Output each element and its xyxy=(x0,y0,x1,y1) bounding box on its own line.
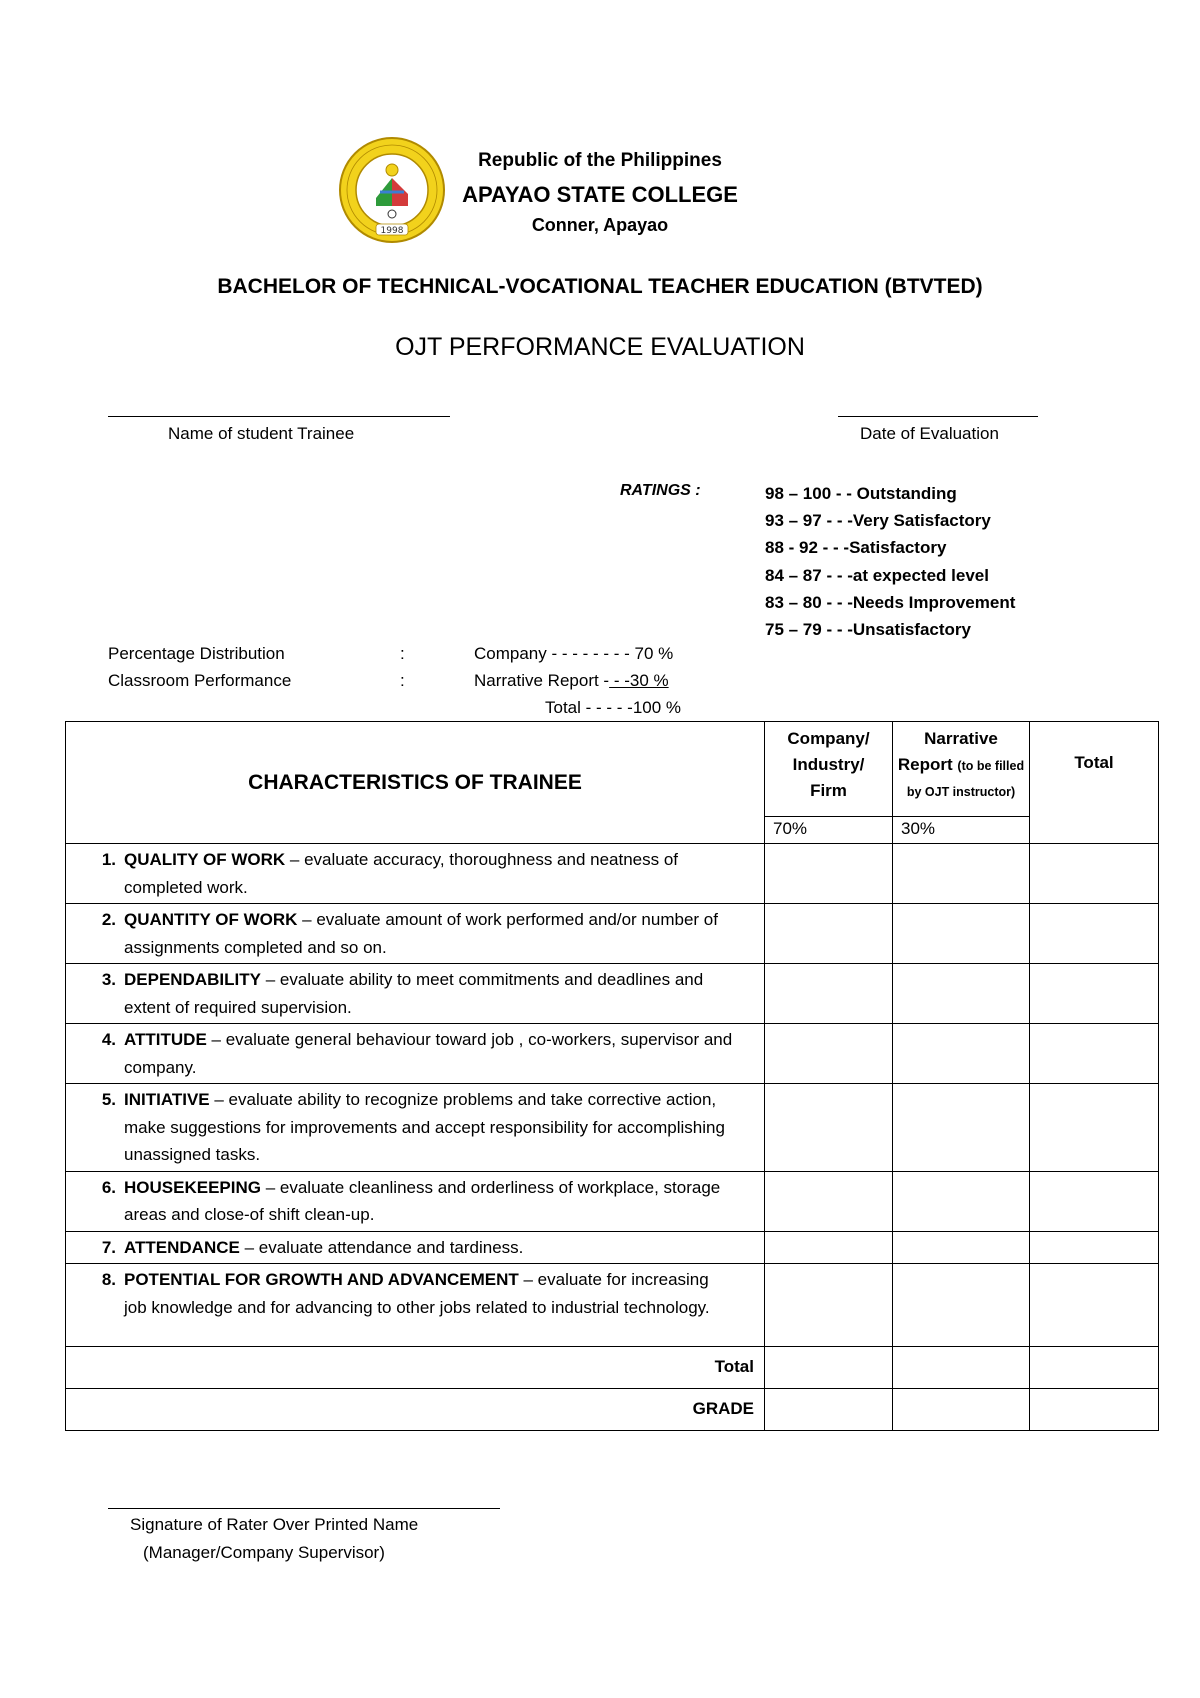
total-score-cell[interactable] xyxy=(1030,1171,1159,1231)
total-score-cell[interactable] xyxy=(1030,1084,1159,1172)
criterion-cell xyxy=(66,1231,765,1264)
company-grade-cell[interactable] xyxy=(765,1389,893,1431)
criterion-title: HOUSEKEEPING xyxy=(124,1177,261,1197)
distribution-colon: : xyxy=(400,644,405,663)
college-name: APAYAO STATE COLLEGE xyxy=(462,182,738,207)
classroom-performance-label: Classroom Performance xyxy=(108,671,292,690)
company-header-line: Firm xyxy=(810,781,847,800)
narrative-score-cell[interactable] xyxy=(893,1231,1030,1264)
total-score-cell[interactable] xyxy=(1030,1264,1159,1347)
signature-label: Signature of Rater Over Printed Name xyxy=(130,1515,419,1534)
criterion-title: INITIATIVE xyxy=(124,1090,210,1109)
rating-item: 75 – 79 - - -Unsatisfactory xyxy=(765,620,971,640)
republic-heading: Republic of the Philippines xyxy=(478,150,722,171)
criterion-number: 6. xyxy=(101,1177,116,1197)
narrative-percentage xyxy=(474,671,669,691)
criterion-description: – evaluate for increasing job knowledge and for advancing to other jobs related to industrial technology. xyxy=(124,1270,710,1317)
student-name-line[interactable] xyxy=(108,416,450,417)
criterion-title: POTENTIAL FOR GROWTH AND ADVANCEMENT xyxy=(124,1270,519,1289)
criterion-number: 7. xyxy=(101,1237,116,1257)
narrative-score-cell[interactable] xyxy=(893,964,1030,1024)
total-score-cell[interactable] xyxy=(1030,904,1159,964)
table-row xyxy=(66,844,1159,904)
date-label: Date of Evaluation xyxy=(860,424,999,443)
program-title: BACHELOR OF TECHNICAL-VOCATIONAL TEACHER EDUCATION (BTVTED) xyxy=(217,275,983,298)
college-location: Conner, Apayao xyxy=(531,215,669,235)
criterion-number: 4. xyxy=(101,1030,116,1049)
criterion-cell xyxy=(66,1084,765,1172)
criterion-description: – evaluate attendance and tardiness. xyxy=(239,1237,524,1257)
total-score-cell[interactable] xyxy=(1030,1231,1159,1264)
narrative-score-cell[interactable] xyxy=(893,1024,1030,1084)
total-column-header: Total xyxy=(1030,722,1159,844)
criterion-number: 8. xyxy=(101,1270,116,1289)
company-header-line: Company/ xyxy=(787,729,870,748)
criterion-title: QUANTITY OF WORK xyxy=(124,910,298,929)
narrative-score-cell[interactable] xyxy=(893,1171,1030,1231)
criterion-description: – evaluate accuracy, thoroughness and neatness of completed work. xyxy=(124,850,679,897)
criterion-cell xyxy=(66,964,765,1024)
narrative-header-report: Report xyxy=(897,755,953,774)
distribution-colon: : xyxy=(400,671,405,690)
total-row-label: Total xyxy=(66,1347,765,1389)
criterion-number: 2. xyxy=(101,910,116,929)
rating-item: 93 – 97 - - -Very Satisfactory xyxy=(765,511,991,531)
criterion-description: – evaluate general behaviour toward job , co-workers, supervisor and company. xyxy=(124,1030,733,1077)
table-row xyxy=(66,1171,1159,1231)
narrative-score-cell[interactable] xyxy=(893,844,1030,904)
rating-item: 84 – 87 - - -at expected level xyxy=(765,565,989,585)
table-row xyxy=(66,1231,1159,1264)
characteristics-header: CHARACTERISTICS OF TRAINEE xyxy=(66,722,765,844)
narrative-score-cell[interactable] xyxy=(893,1084,1030,1172)
company-header-line: Industry/ xyxy=(792,755,865,774)
table-row xyxy=(66,1264,1159,1347)
signature-line[interactable] xyxy=(108,1508,500,1509)
overall-grade-cell[interactable] xyxy=(1030,1389,1159,1431)
company-score-cell[interactable] xyxy=(765,1171,893,1231)
rating-item: 98 – 100 - - Outstanding xyxy=(765,484,957,503)
company-score-cell[interactable] xyxy=(765,1264,893,1347)
criterion-title: DEPENDABILITY xyxy=(124,970,261,989)
company-score-cell[interactable] xyxy=(765,1024,893,1084)
student-name-label: Name of student Trainee xyxy=(168,424,355,443)
criterion-number: 5. xyxy=(101,1090,116,1109)
rating-item: 83 – 80 - - -Needs Improvement xyxy=(765,592,1016,612)
rating-item: 88 - 92 - - -Satisfactory xyxy=(765,538,947,558)
ratings-list xyxy=(765,480,1015,643)
criterion-title: ATTENDANCE xyxy=(124,1237,240,1257)
company-score-cell[interactable] xyxy=(765,1231,893,1264)
company-total-cell[interactable] xyxy=(765,1347,893,1389)
narrative-weight: 30% xyxy=(893,817,1030,844)
company-score-cell[interactable] xyxy=(765,904,893,964)
logo-year: 1998 xyxy=(380,226,404,236)
total-row xyxy=(66,1347,1159,1389)
ratings-label: RATINGS : xyxy=(620,482,701,499)
criterion-description: – evaluate ability to meet commitments and deadlines and extent of required supervision. xyxy=(124,970,704,1017)
narrative-header-main: Narrative xyxy=(924,729,998,748)
narrative-total-cell[interactable] xyxy=(893,1347,1030,1389)
total-score-cell[interactable] xyxy=(1030,844,1159,904)
table-row xyxy=(66,1084,1159,1172)
criterion-title: ATTITUDE xyxy=(124,1030,207,1049)
narrative-prefix: Narrative Report - xyxy=(474,671,610,690)
company-score-cell[interactable] xyxy=(765,844,893,904)
narrative-score-cell[interactable] xyxy=(893,904,1030,964)
percentage-distribution-label: Percentage Distribution xyxy=(108,644,285,663)
narrative-score-cell[interactable] xyxy=(893,1264,1030,1347)
criterion-description: – evaluate ability to recognize problems and take corrective action, make suggestions for improvements and accept responsibility for accomplishing unassigned tasks. xyxy=(124,1090,725,1164)
narrative-grade-cell[interactable] xyxy=(893,1389,1030,1431)
criterion-number: 3. xyxy=(101,970,116,989)
narrative-column-header xyxy=(893,722,1030,817)
narrative-header-note: (to be filled by OJT instructor) xyxy=(906,759,1025,799)
criterion-description: – evaluate cleanliness and orderliness of workplace, storage areas and close-of shift clean-up. xyxy=(124,1177,721,1224)
total-score-cell[interactable] xyxy=(1030,1024,1159,1084)
criterion-title: QUALITY OF WORK xyxy=(124,850,286,869)
narrative-underlined: - -30 % xyxy=(609,671,669,690)
company-score-cell[interactable] xyxy=(765,964,893,1024)
company-column-header xyxy=(765,722,893,817)
table-header-row xyxy=(66,722,1159,817)
criterion-cell xyxy=(66,1264,765,1347)
grade-row-label: GRADE xyxy=(66,1389,765,1431)
overall-total-cell[interactable] xyxy=(1030,1347,1159,1389)
criterion-number: 1. xyxy=(101,850,116,869)
criterion-cell xyxy=(66,1171,765,1231)
total-percentage: Total - - - - -100 % xyxy=(545,698,682,717)
evaluation-table xyxy=(65,721,1159,1431)
date-line[interactable] xyxy=(838,416,1038,417)
criterion-cell xyxy=(66,844,765,904)
table-row xyxy=(66,1024,1159,1084)
criterion-cell xyxy=(66,1024,765,1084)
form-title: OJT PERFORMANCE EVALUATION xyxy=(395,333,805,361)
criterion-cell xyxy=(66,904,765,964)
company-weight: 70% xyxy=(765,817,893,844)
signature-role-label: (Manager/Company Supervisor) xyxy=(143,1543,385,1562)
grade-row xyxy=(66,1389,1159,1431)
table-row xyxy=(66,964,1159,1024)
criterion-description: – evaluate amount of work performed and/or number of assignments completed and so on. xyxy=(124,910,718,957)
table-row xyxy=(66,904,1159,964)
company-score-cell[interactable] xyxy=(765,1084,893,1172)
total-score-cell[interactable] xyxy=(1030,964,1159,1024)
company-percentage: Company - - - - - - - - 70 % xyxy=(474,644,674,663)
